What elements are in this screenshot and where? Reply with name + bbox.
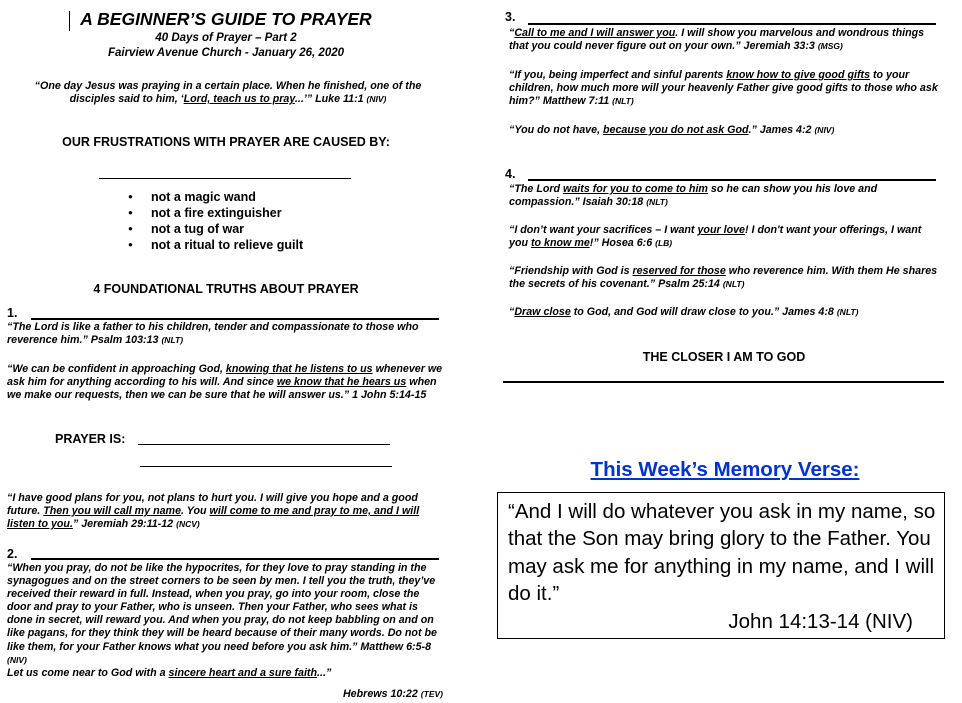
truth-4-quote-4-open: “ (509, 306, 515, 318)
page-subtitle (40, 31, 412, 61)
truth-1-quote-2-underline-2: we know that he hears us (276, 376, 407, 389)
truth-3-number: 3. (505, 10, 516, 24)
truth-3-quote-3 (509, 124, 939, 137)
truth-1-quote-2-text-a: “We can be confident in approaching God, (7, 363, 226, 375)
truth-3-quote-1-underline: Call to me and I will answer you (514, 27, 676, 39)
hebrews-text-a: Let us come near to God with a (7, 666, 169, 679)
truth-3-quote-2 (509, 69, 939, 108)
truth-4-quote-1-version: (NLT) (646, 197, 668, 208)
hebrews-text-b: ...” (317, 666, 332, 679)
truth-1-quote-1-text: “The Lord is like a father to his children, tender and compassionate to those who reverence him.” Psalm 103:13 (7, 321, 419, 347)
truth-4-quote-2-version: (LB) (655, 238, 673, 249)
truth-4-quote-1 (509, 183, 939, 209)
truth-1-blank-line (31, 318, 439, 320)
intro-quote-version: (NIV) (366, 94, 387, 105)
truth-3-quote-3-underline: because you do not ask God (603, 124, 749, 136)
jeremiah-quote (7, 492, 443, 531)
hebrews-ref-version: (TEV) (420, 689, 443, 699)
truth-4-quote-2 (509, 224, 941, 250)
truth-3-quote-1-version: (MSG) (817, 41, 843, 52)
jeremiah-text-a: “I have good plans for you, not plans to hurt you. I will give you hope and a good future. (7, 492, 418, 518)
prayer-is-blank-line-1 (138, 444, 390, 445)
truth-1-quote-2 (7, 363, 443, 402)
truth-4-number: 4. (505, 167, 516, 181)
truth-4-blank-line (528, 179, 936, 181)
truth-3-quote-1-text: . I will show you marvelous and wondrous things that you could never figure out on your own.” Jeremiah 33:3 (509, 27, 925, 53)
frustrations-heading: OUR FRUSTRATIONS WITH PRAYER ARE CAUSED BY: (62, 135, 390, 149)
frustrations-blank-line (99, 178, 351, 179)
truth-1-quote-2-text-c: when we make our requests, then we can be sure that he will answer us.” 1 John 5:14-15 (7, 376, 437, 402)
closer-heading: THE CLOSER I AM TO GOD (642, 350, 806, 364)
truth-3-quote-2-text-a: “If you, being imperfect and sinful parents (509, 69, 727, 81)
list-item: ● not a magic wand (128, 189, 388, 205)
series-subtitle: 40 Days of Prayer – Part 2 (155, 32, 297, 44)
memory-verse-reference: John 14:13-14 (NIV) (728, 610, 913, 633)
truth-3-blank-line (528, 23, 936, 25)
truth-3-quote-2-underline: know how to give good gifts (726, 69, 871, 81)
memory-verse-text: “And I will do whatever you ask in my name, so that the Son may bring glory to the Father. You may ask me for anything in my name, and I will do it.” (508, 500, 936, 605)
truths-heading: 4 FOUNDATIONAL TRUTHS ABOUT PRAYER (93, 282, 359, 296)
truth-4-quote-2-underline-1: your love (697, 224, 745, 236)
truth-2-quote-version: (NIV) (7, 654, 27, 665)
truth-4-quote-3-text-a: “Friendship with God is (509, 265, 633, 277)
jeremiah-underline-1: Then you will call my name (43, 505, 182, 518)
prayer-is-blank-line-2 (140, 466, 392, 467)
jeremiah-text-c: ” Jeremiah 29:11-12 (72, 518, 177, 531)
truth-2-blank-line (31, 558, 439, 560)
truth-4-quote-4-underline: Draw close (514, 306, 571, 318)
truth-2-quote (7, 562, 443, 680)
church-date: Fairview Avenue Church - January 26, 2020 (107, 47, 345, 59)
truth-3-quote-2-text-b: to your children, how much more will your heavenly Father give good gifts to those who ask him?” Matthew 7:11 (509, 69, 938, 108)
truth-3-quote-3-text-b: .” James 4:2 (748, 124, 815, 136)
truth-1-quote-1 (7, 321, 443, 347)
truth-4-quote-3 (509, 265, 939, 291)
truth-4-quote-1-text-b: so he can show you his love and compassion.” Isaiah 30:18 (509, 183, 878, 209)
truth-1-quote-2-underline-1: knowing that he listens to us (225, 363, 373, 375)
truth-4-quote-4-version: (NLT) (836, 307, 859, 317)
truth-3-quote-2-version: (NLT) (612, 96, 634, 107)
list-item: ● not a fire extinguisher (128, 205, 388, 221)
closer-blank-line (503, 381, 944, 383)
truth-4-quote-3-text-b: who reverence him. With them He shares the secrets of his covenant.” Psalm 25:14 (509, 265, 938, 291)
intro-quote-text-a: “One day Jesus was praying in a certain place. When he finished, one of the disciples said to him, ‘ (34, 80, 422, 106)
intro-quote-text-b: ...’” Luke 11:1 (294, 93, 367, 106)
intro-quote (14, 80, 442, 106)
truth-4-quote-1-underline: waits for you to come to him (563, 183, 708, 195)
truth-4-quote-2-text-a: “I don’t want your sacrifices – I want (509, 224, 698, 236)
truth-4-quote-2-underline-2: to know me (530, 237, 590, 250)
truth-3-quote-3-text-a: “You do not have, (509, 124, 604, 136)
hebrews-reference (7, 688, 443, 701)
truth-4-quote-4-text: to God, and God will draw close to you.” James 4:8 (570, 306, 837, 318)
hebrews-ref-text: Hebrews 10:22 (342, 688, 421, 700)
list-item: ● not a tug of war (128, 221, 388, 237)
truth-4-quote-3-version: (NLT) (722, 279, 745, 290)
jeremiah-underline-2: will come to me and pray to me, and I will listen to you. (7, 505, 420, 531)
truth-4-quote-1-text-a: “The Lord (509, 183, 564, 195)
truth-1-quote-2-text-b: whenever we ask him for anything according to his will. And since (7, 363, 443, 389)
truth-4-quote-3-underline: reserved for those (632, 265, 726, 277)
truth-2-quote-text: “When you pray, do not be like the hypocrites, for they love to pray standing in the synagogues and on the street corners to be seen by men. I tell you the truth, they’ve received their reward in full. Instead, when you pray, go into your room, close the door and pray to your Father, who is unseen. Then your Father, who sees what is done in secret, will reward you. And when you pray, do not keep babbling on and on like pagans, for they think they will be heard because of their many words. Do not be like them, for your Father knows what you need before you ask him.” Matthew 6:5-8 (7, 562, 437, 653)
truth-3-quote-3-version: (NIV) (814, 125, 835, 135)
frustrations-list (128, 189, 388, 253)
prayer-is-label: PRAYER IS: (55, 432, 126, 446)
truth-1-quote-1-version: (NLT) (161, 335, 184, 346)
list-item: ● not a ritual to relieve guilt (128, 237, 388, 253)
intro-quote-underline: Lord, teach us to pray (183, 93, 295, 106)
truth-4-quote-2-text-b: ! I don't want your offerings, I want you (509, 224, 922, 250)
truth-2-number: 2. (7, 547, 18, 561)
truth-4-quote-2-text-c: !” Hosea 6:6 (589, 237, 656, 250)
page-title: A BEGINNER’S GUIDE TO PRAYER (80, 9, 372, 29)
memory-verse-title[interactable]: This Week’s Memory Verse: (590, 458, 860, 481)
jeremiah-version: (NCV) (176, 519, 200, 530)
truth-3-quote-1 (509, 27, 939, 53)
truth-4-quote-4 (509, 306, 939, 319)
truth-3-quote-1-open: “ (509, 27, 515, 39)
hebrews-underline: sincere heart and a sure faith (168, 666, 318, 679)
jeremiah-text-b: . You (181, 505, 210, 518)
truth-1-number: 1. (7, 306, 18, 320)
